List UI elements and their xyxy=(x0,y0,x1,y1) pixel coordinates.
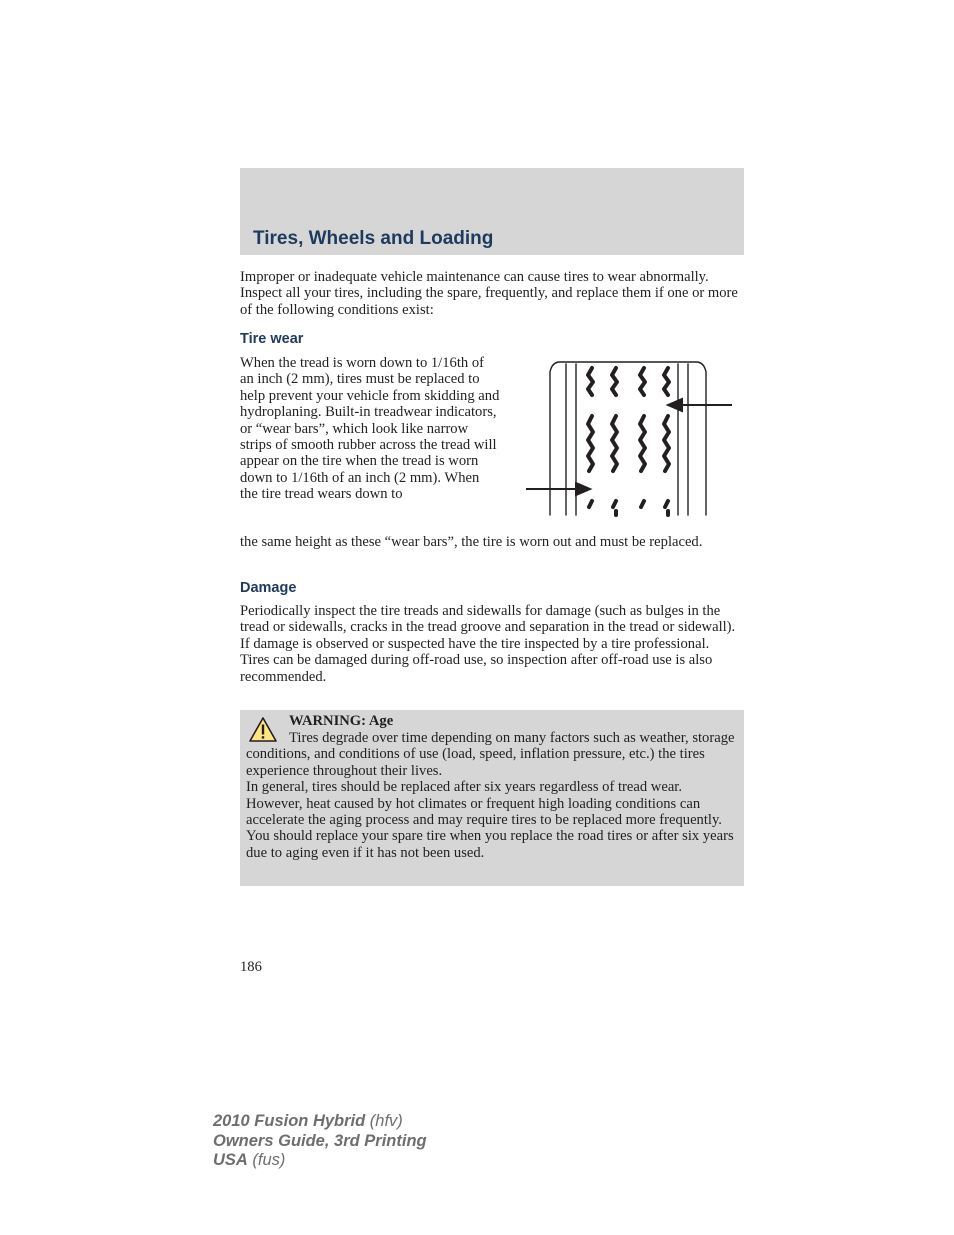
warning-title: WARNING: Age xyxy=(289,713,394,729)
document-footer xyxy=(213,1112,427,1171)
page-number: 186 xyxy=(240,959,262,975)
damage-heading: Damage xyxy=(240,580,297,596)
footer-model-code: (hfv) xyxy=(365,1112,403,1130)
footer-market-code: (fus) xyxy=(247,1151,286,1169)
warning-paragraph-1: Tires degrade over time depending on many factors such as weather, storage conditions, and conditions of use (load, speed, inflation pressure, etc.) the tires experience throughout their lives. xyxy=(246,730,735,779)
damage-paragraph: Periodically inspect the tire treads and sidewalls for damage (such as bulges in the tread or sidewalls, cracks in the tread groove and separation in the tread or sidewall). If damage is observed or suspected have the tire inspected by a tire professional. Tires can be damaged during off-road use, so inspection after off-road use is also recommended. xyxy=(240,603,736,685)
tire-wear-heading: Tire wear xyxy=(240,331,304,347)
warning-paragraph-3: You should replace your spare tire when you replace the road tires or after six years due to aging even if it has not been used. xyxy=(246,828,734,861)
intro-paragraph: Improper or inadequate vehicle maintenance can cause tires to wear abnormally. Inspect all your tires, including the spare, frequently, and replace them if one or more of the following conditions exist: xyxy=(240,269,738,318)
footer-market: USA xyxy=(213,1151,248,1169)
footer-guide-edition: Owners Guide, 3rd Printing xyxy=(213,1131,427,1150)
warning-text xyxy=(246,730,740,861)
tire-wear-paragraph: When the tread is worn down to 1/16th of an inch (2 mm), tires must be replaced to help prevent your vehicle from skidding and hydroplaning. Built-in treadwear indicators, or “wear bars”, which look like narrow strips of smooth rubber across the tread will appear on the tire when the tread is worn down to 1/16th of an inch (2 mm). When the tire tread wears down to xyxy=(240,355,500,503)
tire-wear-paragraph-continued: the same height as these “wear bars”, the tire is worn out and must be replaced. xyxy=(240,534,703,550)
tire-tread-wear-bar-illustration xyxy=(520,358,740,518)
section-title: Tires, Wheels and Loading xyxy=(253,228,494,249)
warning-paragraph-2: In general, tires should be replaced after six years regardless of tread wear. However, heat caused by hot climates or frequent high loading conditions can accelerate the aging process and may require tires to be replaced more frequently. xyxy=(246,779,722,829)
footer-model: 2010 Fusion Hybrid xyxy=(213,1112,366,1130)
